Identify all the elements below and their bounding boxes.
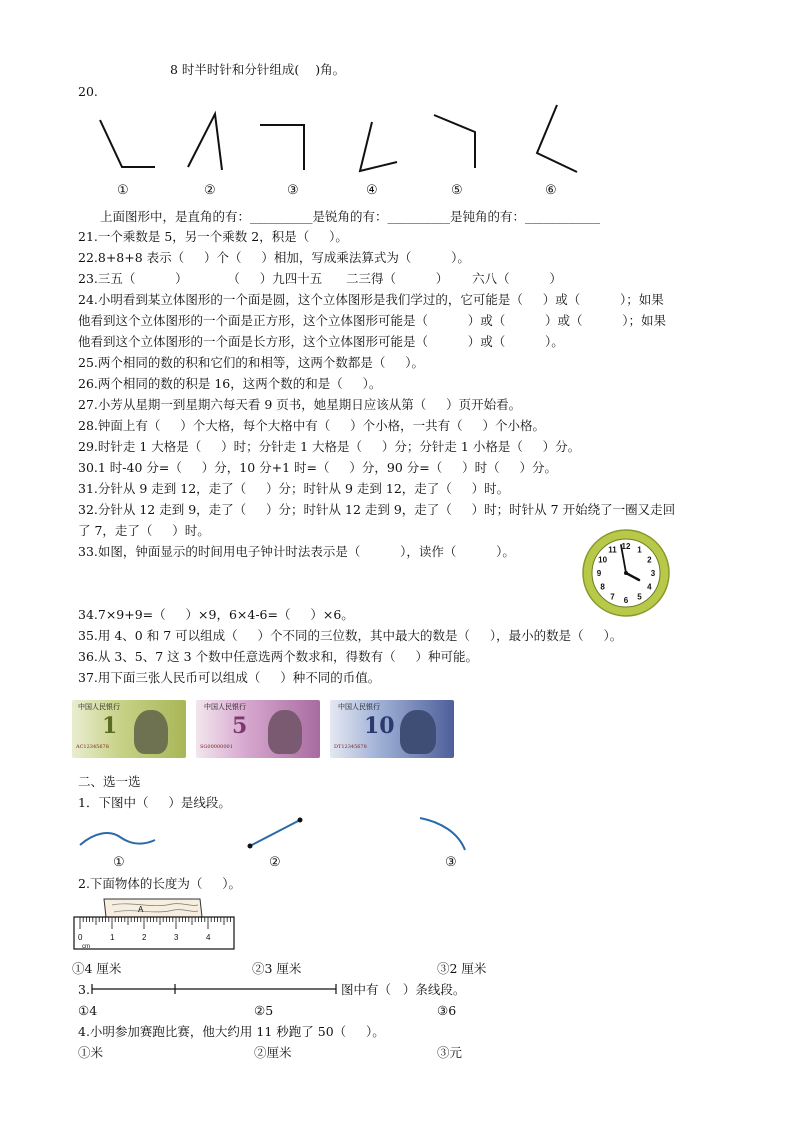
question-line: 37.用下面三张人民币可以组成（ ）种不同的币值。 — [78, 670, 381, 685]
ruler-figure — [72, 895, 242, 955]
question-line: 34.7×9+9=（ ）×9，6×4-6=（ ）×6。 — [78, 607, 354, 622]
angle-1 — [100, 120, 155, 167]
ruler-tick-label: 2 — [142, 933, 147, 942]
ruler-tick-label: 1 — [110, 933, 115, 942]
clock-number: 10 — [598, 555, 608, 565]
banknote-1-yuan — [72, 700, 186, 758]
question-line: 31.分针从 9 走到 12，走了（ ）分；时针从 9 走到 12，走了（ ）时。 — [78, 481, 510, 496]
angle-mark-5: ⑤ — [451, 183, 463, 198]
segment-line-figure — [90, 983, 340, 995]
mc3-option-2: ②5 — [254, 1003, 274, 1018]
clock-number: 11 — [608, 545, 617, 555]
question-line: 24.小明看到某立体图形的一个面是圆，这个立体图形是我们学过的，它可能是（ ）或（ ）；如果 — [78, 292, 664, 307]
clock — [581, 528, 671, 618]
clock-number: 5 — [637, 592, 642, 602]
banknote-serial: DT12345678 — [334, 744, 367, 750]
q20-description: 上面图形中，是直角的有：__________是锐角的有：__________是钝角的有：____________ — [100, 209, 601, 224]
mc-question-3-prefix: 3. — [78, 982, 90, 997]
mc4-option-1: ①米 — [78, 1045, 104, 1060]
banknote-bank: 中国人民银行 — [78, 703, 120, 711]
question-line: 他看到这个立体图形的一个面是正方形，这个立体图形可能是（ ）或（ ）或（ ）；如果 — [78, 313, 666, 328]
banknote-value: 5 — [232, 713, 248, 739]
ruler-tick-label: 0 — [78, 933, 83, 942]
clock-number: 1 — [637, 545, 642, 555]
clock-number: 6 — [623, 596, 629, 605]
mc1-option-2: ② — [269, 855, 281, 870]
mc-question-3-suffix: 图中有（ ）条线段。 — [341, 982, 466, 997]
svg-text:cm: cm — [82, 944, 90, 950]
ruler-tick-label: 3 — [174, 933, 179, 942]
angle-mark-3: ③ — [287, 183, 299, 198]
question-line: 21.一个乘数是 5，另一个乘数 2，积是（ ）。 — [78, 229, 348, 244]
banknote-bank: 中国人民银行 — [204, 703, 246, 711]
mc1-option-1: ① — [113, 855, 125, 870]
mc2-option-2: ②3 厘米 — [252, 961, 302, 976]
clock-number: 12 — [621, 542, 631, 551]
angle-mark-4: ④ — [366, 183, 378, 198]
clock-number: 9 — [596, 569, 602, 578]
question-line: 23.三五（ ） （ ）九四十五 二三得（ ） 六八（ ） — [78, 271, 562, 286]
clock-number: 7 — [610, 592, 615, 602]
question-line: 25.两个相同的数的积和它们的和相等，这两个数都是（ ）。 — [78, 355, 424, 370]
question-line: 33.如图，钟面显示的时间用电子钟计时法表示是（ ），读作（ ）。 — [78, 544, 515, 559]
question-line: 36.从 3、5、7 这 3 个数中任意选两个数求和，得数有（ ）种可能。 — [78, 649, 478, 664]
banknote-5-yuan — [196, 700, 320, 758]
svg-text:A: A — [138, 905, 144, 914]
line-segment-2 — [250, 820, 300, 846]
measured-object — [104, 899, 202, 917]
angle-mark-6: ⑥ — [545, 183, 557, 198]
question-line: 35.用 4、0 和 7 可以组成（ ）个不同的三位数，其中最大的数是（ ），最小的数是（ ）。 — [78, 628, 623, 643]
curve-1 — [80, 833, 155, 845]
clock-number: 4 — [647, 582, 652, 592]
banknote-value: 10 — [364, 713, 395, 739]
question-line: 30.1 时-40 分=（ ）分，10 分+1 时=（ ）分，90 分=（ ）时（ ）分。 — [78, 460, 557, 475]
mc-question-4: 4.小明参加赛跑比赛，他大约用 11 秒跑了 50（ ）。 — [78, 1024, 385, 1039]
mc4-option-3: ③元 — [437, 1045, 463, 1060]
mc2-option-3: ③2 厘米 — [437, 961, 487, 976]
angle-6 — [537, 105, 577, 172]
clock-number: 2 — [647, 555, 652, 565]
banknote-10-yuan — [330, 700, 454, 758]
banknote-serial: SG00000001 — [200, 744, 233, 750]
clock-number: 8 — [600, 582, 605, 592]
mc4-option-2: ②厘米 — [254, 1045, 292, 1060]
question-line: 32.分针从 12 走到 9，走了（ ）分；时针从 12 走到 9，走了（ ）时；时针从 7 开始绕了一圈又走回 — [78, 502, 676, 517]
question-line: 了 7，走了（ ）时。 — [78, 523, 210, 538]
mc3-option-3: ③6 — [437, 1003, 457, 1018]
question-line: 26.两个相同的数的积是 16，这两个数的和是（ ）。 — [78, 376, 382, 391]
angle-3 — [260, 125, 304, 170]
banknote-value: 1 — [102, 713, 118, 739]
mc1-option-3: ③ — [445, 855, 457, 870]
q20-number: 20. — [78, 84, 98, 99]
clock-number: 3 — [650, 569, 656, 578]
arc-3 — [420, 818, 465, 850]
angle-5 — [434, 115, 475, 168]
angle-mark-2: ② — [204, 183, 216, 198]
question-line: 28.钟面上有（ ）个大格，每个大格中有（ ）个小格，一共有（ ）个小格。 — [78, 418, 545, 433]
angle-2 — [188, 114, 222, 170]
mc-question-1: 1．下图中（ ）是线段。 — [78, 795, 231, 810]
mc2-option-1: ①4 厘米 — [72, 961, 122, 976]
angle-mark-1: ① — [117, 183, 129, 198]
ruler-tick-label: 4 — [206, 933, 211, 942]
top-question: 8 时半时针和分针组成( )角。 — [170, 62, 346, 77]
question-line: 27.小芳从星期一到星期六每天看 9 页书，她星期日应该从第（ ）页开始看。 — [78, 397, 522, 412]
mc3-option-1: ①4 — [78, 1003, 98, 1018]
question-line: 22.8+8+8 表示（ ）个（ ）相加，写成乘法算式为（ ）。 — [78, 250, 470, 265]
angle-4 — [360, 122, 397, 171]
question-line: 他看到这个立体图形的一个面是长方形，这个立体图形可能是（ ）或（ ）。 — [78, 334, 564, 349]
section-title: 二、选一选 — [78, 774, 141, 789]
question-line: 29.时针走 1 大格是（ ）时；分针走 1 大格是（ ）分；分针走 1 小格是（ ）分。 — [78, 439, 581, 454]
banknote-bank: 中国人民银行 — [338, 703, 380, 711]
banknote-serial: AC12345678 — [76, 744, 109, 750]
mc-question-2: 2.下面物体的长度为（ ）。 — [78, 876, 242, 891]
